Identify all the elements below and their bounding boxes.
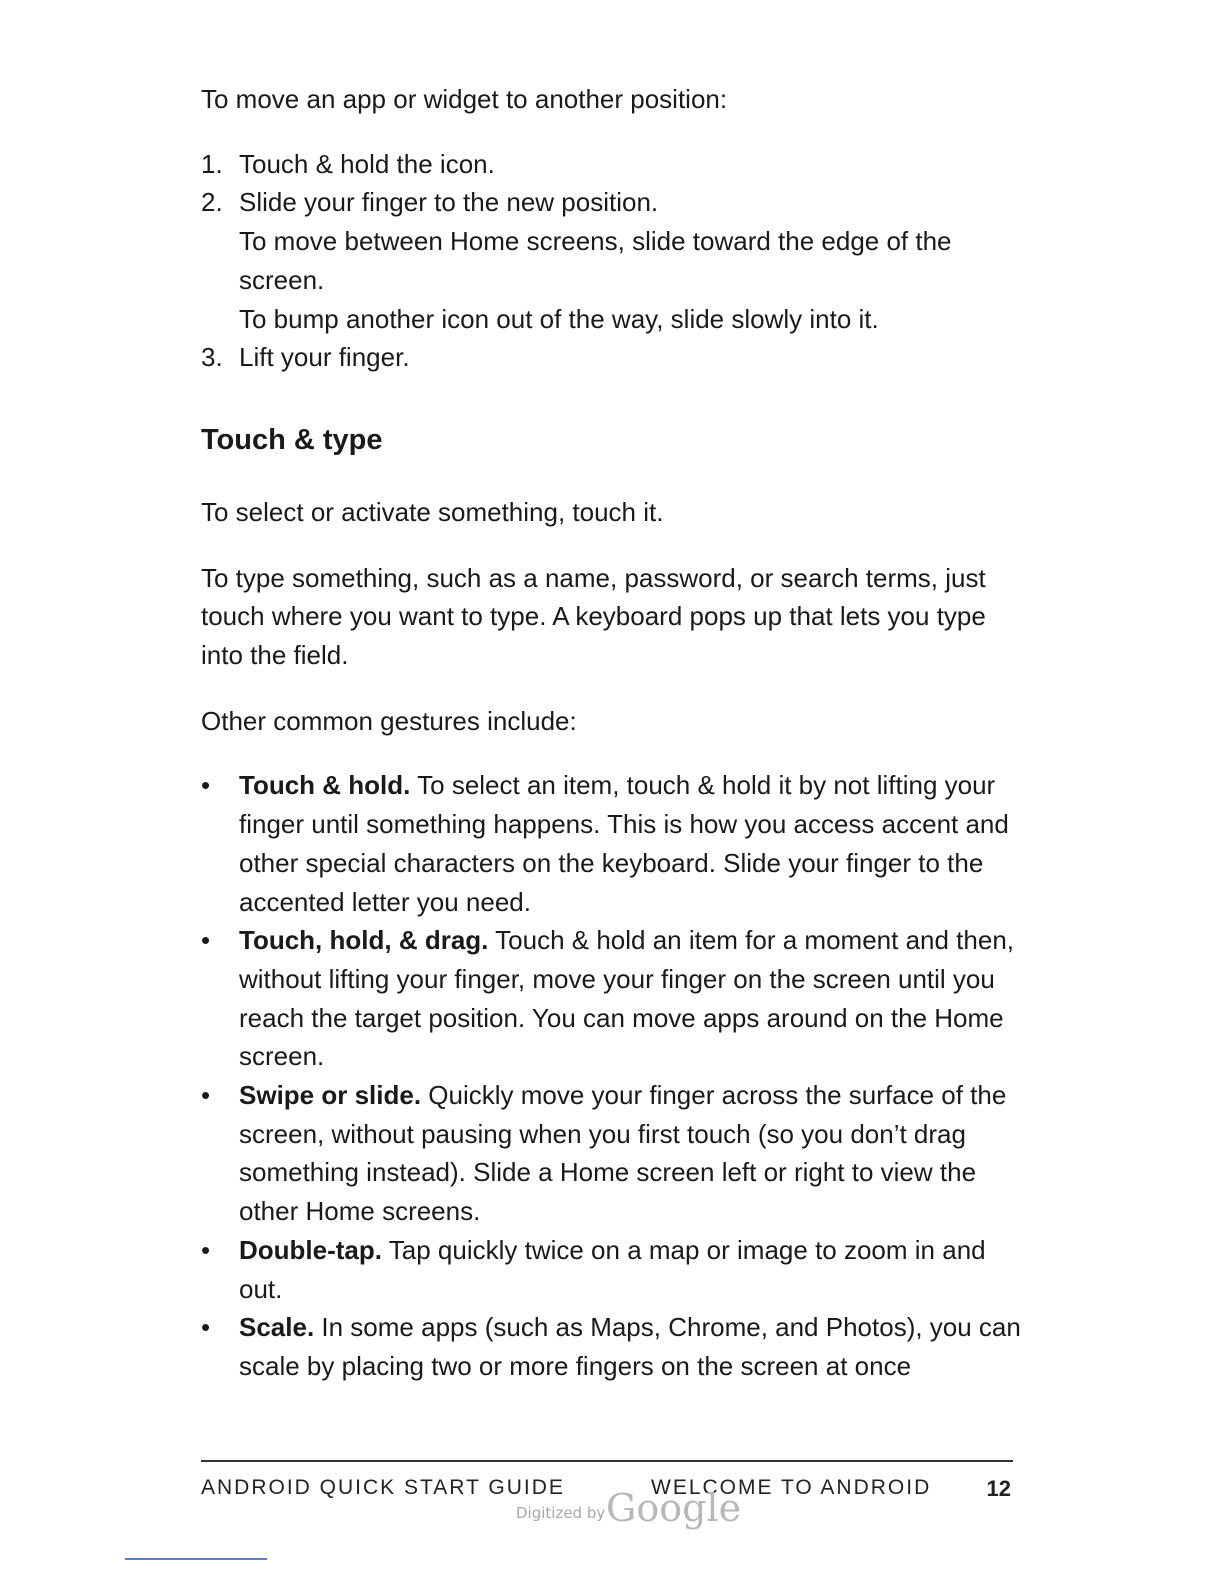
gesture-desc: To select an item, touch & hold it by not lifting your finger until something happens. This is how you access accent and other special characters on the keyboard. Slide your finger to the accented letter you need. — [239, 770, 1009, 917]
list-item — [201, 1076, 1021, 1231]
gesture-term: Swipe or slide. — [239, 1080, 422, 1111]
footer-divider — [201, 1460, 1013, 1462]
list-item — [201, 766, 1021, 921]
page-number: 12 — [986, 1476, 1011, 1501]
step-text — [239, 338, 1021, 377]
gesture-desc: Quickly move your finger across the surface of the screen, without pausing when you first touch (so you don’t drag something instead). Slide a Home screen left or right to view the other Home screens. — [239, 1080, 1007, 1227]
bullet-icon: • — [201, 1312, 211, 1343]
intro-text: To move an app or widget to another position: — [201, 84, 728, 114]
paragraph: Other common gestures include: — [201, 705, 577, 736]
step-line: Touch & hold the icon. — [239, 148, 495, 179]
gesture-text — [239, 1076, 1021, 1231]
step-line: Lift your finger. — [239, 342, 410, 373]
list-item — [201, 338, 1021, 377]
gesture-desc: Tap quickly twice on a map or image to zoom in and out. — [239, 1234, 986, 1304]
gesture-text — [239, 766, 1021, 921]
gesture-desc: In some apps (such as Maps, Chrome, and Photos), you can scale by placing two or more fingers on the screen at once — [239, 1312, 1021, 1381]
gesture-text — [239, 1231, 1021, 1308]
section-heading: Touch & type — [201, 423, 383, 456]
bullet-icon: • — [201, 1234, 211, 1265]
step-text — [239, 183, 1021, 338]
step-line: Slide your finger to the new position. — [239, 187, 659, 218]
bullet-icon: • — [201, 1080, 211, 1111]
list-item — [201, 921, 1021, 1076]
step-number: 2. — [201, 187, 223, 218]
step-number: 3. — [201, 342, 223, 373]
gesture-text — [239, 921, 1021, 1076]
paragraph: To select or activate something, touch it. — [201, 496, 664, 527]
google-logo: Google — [606, 1486, 742, 1530]
gesture-term: Double-tap. — [239, 1234, 382, 1265]
steps-list — [201, 145, 1021, 377]
footer-guide-title: ANDROID QUICK START GUIDE — [201, 1476, 565, 1499]
bullet-icon: • — [201, 770, 211, 801]
list-item — [201, 1308, 1021, 1385]
step-line: To bump another icon out of the way, slide slowly into it. — [239, 303, 879, 334]
bottom-link-underline — [125, 1558, 267, 1560]
watermark-prefix: Digitized by — [516, 1504, 606, 1522]
paragraph: To type something, such as a name, password, or search terms, just touch where you want to type. A keyboard pops up that lets you type into the field. — [201, 562, 986, 671]
step-text — [239, 145, 1021, 184]
footer-chapter-title: WELCOME TO ANDROID — [651, 1476, 932, 1499]
gesture-term: Touch, hold, & drag. — [239, 925, 489, 956]
digitized-watermark — [516, 1486, 746, 1536]
list-item — [201, 145, 1021, 184]
step-line: To move between Home screens, slide toward the edge of the screen. — [239, 226, 952, 295]
gesture-term: Scale. — [239, 1312, 315, 1343]
bullet-icon: • — [201, 925, 211, 956]
list-item — [201, 183, 1021, 338]
gesture-desc: Touch & hold an item for a moment and then, without lifting your finger, move your finger on the screen until you reach the target position. You can move apps around on the Home screen. — [239, 925, 1015, 1072]
gesture-term: Touch & hold. — [239, 770, 411, 801]
step-number: 1. — [201, 148, 223, 179]
gesture-text — [239, 1308, 1021, 1385]
gestures-list — [201, 766, 1021, 1385]
page-content — [201, 80, 1021, 1386]
list-item — [201, 1231, 1021, 1308]
